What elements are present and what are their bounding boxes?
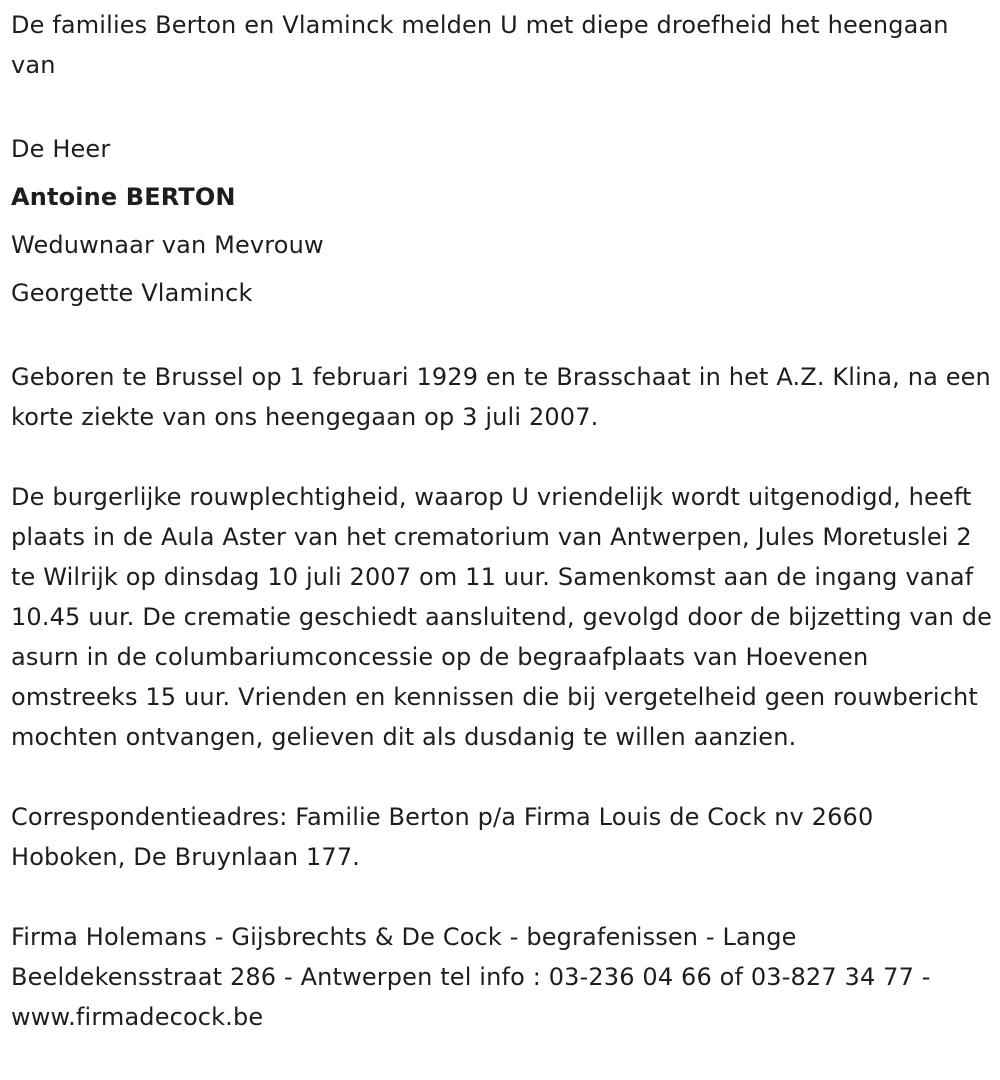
funeral-home-info: Firma Holemans - Gijsbrechts & De Cock - begrafenissen - Lange Beeldekensstraat 286 - Antwerpen tel info : 03-236 04 66 of 03-827 34 77 - www.firmadecock.be: [11, 923, 931, 1031]
spacer: [11, 85, 993, 125]
deceased-name: Antoine BERTON: [11, 183, 236, 211]
widower-line: Weduwnaar van Mevrouw: [11, 231, 324, 259]
spouse-name: Georgette Vlaminck: [11, 279, 253, 307]
spacer: [11, 437, 993, 477]
honorific: De Heer: [11, 135, 111, 163]
obituary-document: [11, 5, 993, 1037]
ceremony-paragraph: De burgerlijke rouwplechtigheid, waarop U vriendelijk wordt uitgenodigd, heeft plaats in de Aula Aster van het crematorium van Antwerpen, Jules Moretuslei 2 te Wilrijk op dinsdag 10 juli 2007 om 11 uur. Samenkomst aan de ingang vanaf 10.45 uur. De crematie geschiedt aansluitend, gevolgd door de bijzetting van de asurn in de columbariumconcessie op de begraafplaats van Hoevenen omstreeks 15 uur. Vrienden en kennissen die bij vergetelheid geen rouwbericht mochten ontvangen, gelieven dit als dusdanig te willen aanzien.: [11, 483, 993, 751]
deceased-block: [11, 125, 993, 317]
intro-paragraph: De families Berton en Vlaminck melden U met diepe droefheid het heengaan van: [11, 11, 949, 79]
spacer: [11, 877, 993, 917]
spacer: [11, 317, 993, 357]
birth-death-paragraph: Geboren te Brussel op 1 februari 1929 en te Brasschaat in het A.Z. Klina, na een korte ziekte van ons heengegaan op 3 juli 2007.: [11, 363, 991, 431]
spacer: [11, 757, 993, 797]
correspondence-address: Correspondentieadres: Familie Berton p/a Firma Louis de Cock nv 2660 Hoboken, De Bruynlaan 177.: [11, 803, 874, 871]
